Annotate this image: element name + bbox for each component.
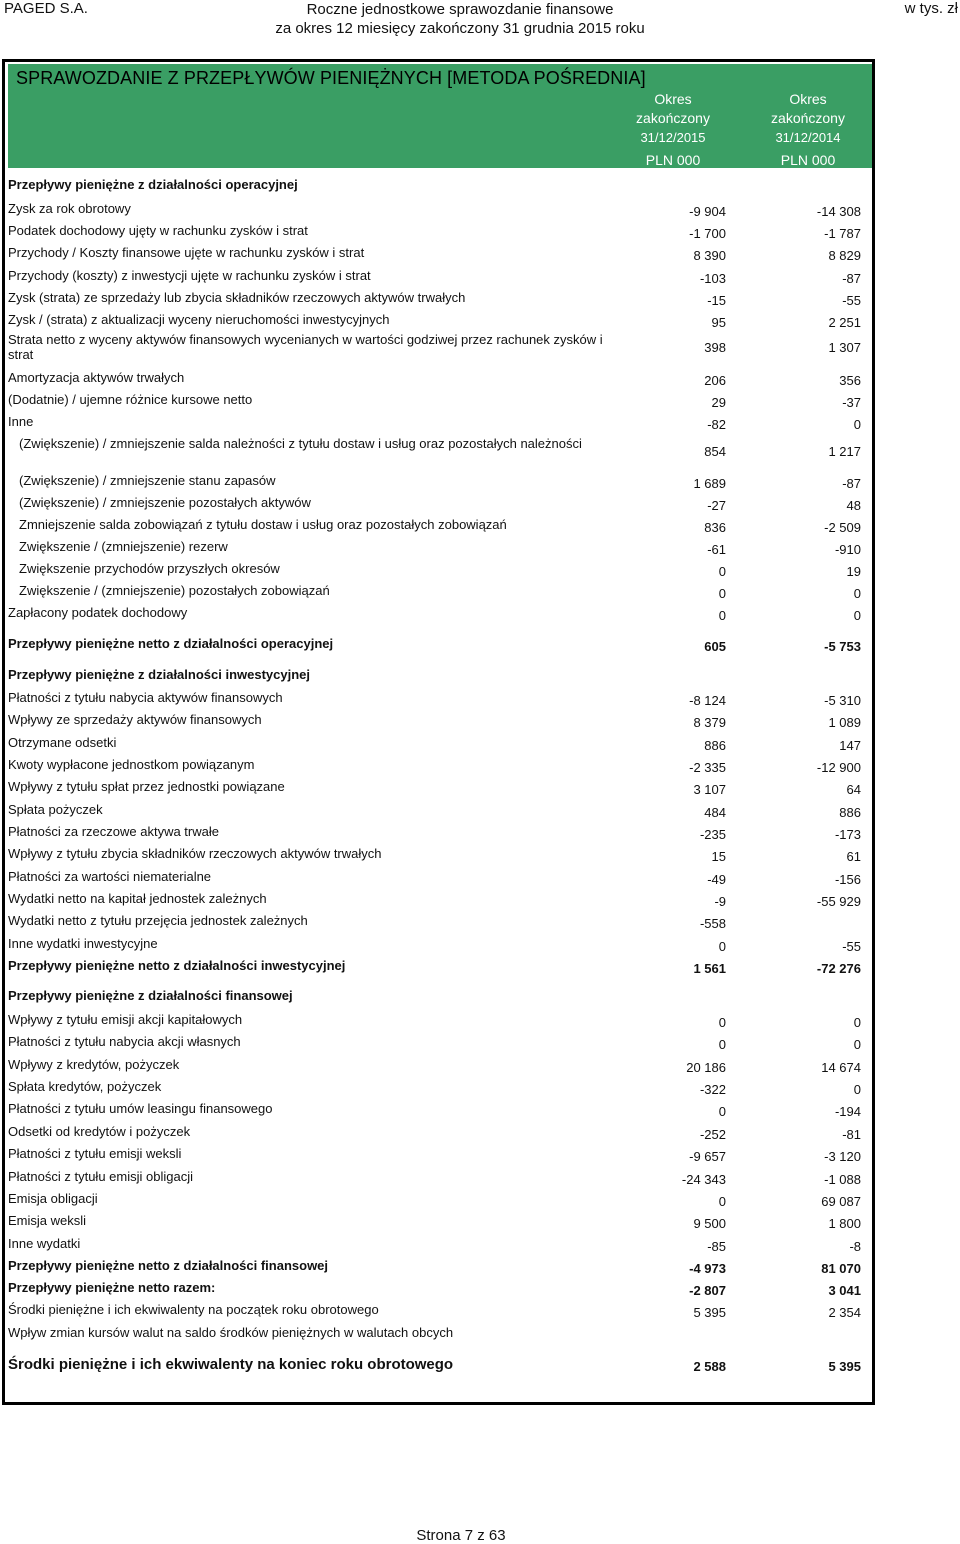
value-2015: 0	[718, 939, 726, 954]
value-2015: 20 186	[686, 1060, 726, 1075]
value-2014: 1 800	[828, 1216, 861, 1231]
row-label: Przepływy pieniężne z działalności finansowej	[8, 988, 293, 1003]
value-2015: 1 561	[693, 961, 726, 976]
value-2015: -24 343	[681, 1172, 726, 1187]
value-2015: 0	[718, 1194, 726, 1209]
value-2014: -156	[834, 872, 861, 887]
statement-title: SPRAWOZDANIE Z PRZEPŁYWÓW PIENIĘŻNYCH [METODA POŚREDNIA]	[16, 68, 646, 88]
row-label: Wydatki netto z tytułu przejęcia jednostek zależnych	[8, 913, 308, 928]
column-header-2014-currency: PLN 000	[780, 152, 836, 168]
column-header-2015-date: 31/12/2015	[640, 130, 706, 145]
page-number	[0, 1527, 960, 1544]
row-label: Przepływy pieniężne netto razem:	[8, 1280, 216, 1295]
row-label: Przepływy pieniężne z działalności operacyjnej	[8, 177, 298, 192]
value-2014: 0	[853, 608, 861, 623]
row-label: Kwoty wypłacone jednostkom powiązanym	[8, 757, 255, 772]
column-header-2014	[738, 90, 878, 170]
value-2014: 356	[839, 373, 861, 388]
row-label: Strata netto z wyceny aktywów finansowych wycenianych w wartości godziwej przez rachunek zysków i strat	[8, 332, 603, 362]
row-label: Środki pieniężne i ich ekwiwalenty na koniec roku obrotowego	[8, 1356, 454, 1373]
value-2015: -2 807	[689, 1283, 726, 1298]
value-2014: -3 120	[824, 1149, 861, 1164]
value-2014: -81	[842, 1127, 861, 1142]
value-2015: 0	[718, 608, 726, 623]
value-2014: 8 829	[828, 248, 861, 263]
column-header-2014-line2: zakończony	[771, 110, 845, 126]
value-2015: -322	[699, 1082, 726, 1097]
row-label: (Dodatnie) / ujemne różnice kursowe netto	[8, 392, 253, 407]
report-title-line2: za okres 12 miesięcy zakończony 31 grudnia 2015 roku	[275, 20, 645, 37]
value-2014: -5 310	[824, 693, 861, 708]
value-2014: -72 276	[816, 961, 861, 976]
row-label: Odsetki od kredytów i pożyczek	[8, 1124, 191, 1139]
value-2014: 147	[839, 738, 861, 753]
value-2015: 886	[704, 738, 726, 753]
value-2014: -12 900	[816, 760, 861, 775]
value-2014: 14 674	[821, 1060, 861, 1075]
value-2015: 1 689	[693, 476, 726, 491]
value-2015: -8 124	[689, 693, 726, 708]
row-label: Wpływy z kredytów, pożyczek	[8, 1057, 180, 1072]
report-title	[0, 0, 960, 38]
value-2015: 29	[711, 395, 726, 410]
value-2015: -1 700	[689, 226, 726, 241]
value-2014: -5 753	[824, 639, 861, 654]
value-2015: 0	[718, 1037, 726, 1052]
value-2015: 8 379	[693, 715, 726, 730]
row-label: Spłata pożyczek	[8, 802, 103, 817]
value-2014: -55 929	[816, 894, 861, 909]
value-2015: 15	[711, 849, 726, 864]
value-2014: 1 217	[828, 444, 861, 459]
value-2015: -9	[714, 894, 726, 909]
row-label: Środki pieniężne i ich ekwiwalenty na początek roku obrotowego	[8, 1302, 379, 1317]
value-2015: 9 500	[693, 1216, 726, 1231]
row-label: Zysk / (strata) z aktualizacji wyceny nieruchomości inwestycyjnych	[8, 312, 390, 327]
column-header-2015	[603, 90, 743, 170]
row-label: Płatności z tytułu nabycia aktywów finansowych	[8, 690, 283, 705]
value-2014: 48	[846, 498, 861, 513]
value-2014: -2 509	[824, 520, 861, 535]
row-label: Przepływy pieniężne netto z działalności inwestycyjnej	[8, 958, 346, 973]
row-label: Wydatki netto na kapitał jednostek zależnych	[8, 891, 267, 906]
value-2014: -87	[842, 476, 861, 491]
row-label: Zwiększenie przychodów przyszłych okresów	[19, 561, 280, 576]
value-2015: -2 335	[689, 760, 726, 775]
value-2014: -1 787	[824, 226, 861, 241]
value-2014: 61	[846, 849, 861, 864]
value-2015: 0	[718, 1015, 726, 1030]
value-2015: 836	[704, 520, 726, 535]
value-2015: 2 588	[693, 1359, 726, 1374]
row-label: Przepływy pieniężne z działalności inwestycyjnej	[8, 667, 310, 682]
value-2015: 484	[704, 805, 726, 820]
value-2014: 0	[853, 1037, 861, 1052]
row-label: Spłata kredytów, pożyczek	[8, 1079, 162, 1094]
value-2015: 0	[718, 1104, 726, 1119]
value-2015: -49	[707, 872, 726, 887]
value-2015: -558	[699, 916, 726, 931]
row-label: Płatności z tytułu umów leasingu finansowego	[8, 1101, 273, 1116]
value-2014: -1 088	[824, 1172, 861, 1187]
value-2014: 0	[853, 417, 861, 432]
row-label: (Zwiększenie) / zmniejszenie salda należności z tytułu dostaw i usług oraz pozostałych należności	[19, 436, 582, 451]
value-2015: -103	[699, 271, 726, 286]
column-header-2014-line1: Okres	[789, 91, 827, 107]
value-2014: 3 041	[828, 1283, 861, 1298]
value-2015: -27	[707, 498, 726, 513]
row-label: Przychody (koszty) z inwestycji ujęte w rachunku zysków i strat	[8, 268, 371, 283]
value-2015: 95	[711, 315, 726, 330]
column-header-2015-line2: zakończony	[636, 110, 710, 126]
value-2015: 3 107	[693, 782, 726, 797]
value-2015: 605	[704, 639, 726, 654]
value-2014: 69 087	[821, 1194, 861, 1209]
row-label: (Zwiększenie) / zmniejszenie stanu zapasów	[19, 473, 276, 488]
value-2014: -910	[834, 542, 861, 557]
value-2015: -9 657	[689, 1149, 726, 1164]
value-2015: 398	[704, 340, 726, 355]
page-number-text: Strona 7 z 63	[416, 1527, 506, 1544]
value-2014: -55	[842, 293, 861, 308]
value-2014: 64	[846, 782, 861, 797]
row-label: Płatności za rzeczowe aktywa trwałe	[8, 824, 219, 839]
value-2015: 5 395	[693, 1305, 726, 1320]
row-label: Zmniejszenie salda zobowiązań z tytułu dostaw i usług oraz pozostałych zobowiązań	[19, 517, 507, 532]
row-label: Płatności z tytułu nabycia akcji własnych	[8, 1034, 241, 1049]
value-2014: -173	[834, 827, 861, 842]
row-label: Przychody / Koszty finansowe ujęte w rachunku zysków i strat	[8, 245, 365, 260]
value-2014: 1 089	[828, 715, 861, 730]
value-2015: 0	[718, 586, 726, 601]
row-label: Wpływy z tytułu zbycia składników rzeczowych aktywów trwałych	[8, 846, 382, 861]
units-label: w tys. zł	[904, 0, 958, 17]
row-label: Amortyzacja aktywów trwałych	[8, 370, 185, 385]
row-label: Inne wydatki	[8, 1236, 81, 1251]
row-label: Zwiększenie / (zmniejszenie) pozostałych zobowiązań	[19, 583, 330, 598]
value-2015: 8 390	[693, 248, 726, 263]
value-2014: 0	[853, 586, 861, 601]
row-label: Wpływy ze sprzedaży aktywów finansowych	[8, 712, 262, 727]
row-label: Wpływy z tytułu emisji akcji kapitałowych	[8, 1012, 243, 1027]
row-label: Otrzymane odsetki	[8, 735, 117, 750]
value-2014: 886	[839, 805, 861, 820]
value-2014: -37	[842, 395, 861, 410]
row-label: Płatności z tytułu emisji obligacji	[8, 1169, 193, 1184]
row-label: Wpływy z tytułu spłat przez jednostki powiązane	[8, 779, 285, 794]
row-label: Przepływy pieniężne netto z działalności operacyjnej	[8, 636, 334, 651]
value-2015: -85	[707, 1239, 726, 1254]
row-label: (Zwiększenie) / zmniejszenie pozostałych aktywów	[19, 495, 311, 510]
value-2015: -82	[707, 417, 726, 432]
value-2014: 0	[853, 1082, 861, 1097]
statement-header-band	[8, 64, 872, 168]
value-2015: 0	[718, 564, 726, 579]
value-2015: -15	[707, 293, 726, 308]
row-label: Płatności z tytułu emisji weksli	[8, 1146, 182, 1161]
row-label: Podatek dochodowy ujęty w rachunku zysków i strat	[8, 223, 308, 238]
column-header-2015-currency: PLN 000	[645, 152, 701, 168]
value-2015: -4 973	[689, 1261, 726, 1276]
value-2014: 2 251	[828, 315, 861, 330]
value-2014: 0	[853, 1015, 861, 1030]
column-header-2014-date: 31/12/2014	[775, 130, 841, 145]
value-2015: -9 904	[689, 204, 726, 219]
row-label: Emisja weksli	[8, 1213, 87, 1228]
value-2014: -194	[834, 1104, 861, 1119]
value-2014: 1 307	[828, 340, 861, 355]
value-2015: -235	[699, 827, 726, 842]
value-2014: -87	[842, 271, 861, 286]
value-2015: 854	[704, 444, 726, 459]
value-2014: 2 354	[828, 1305, 861, 1320]
value-2014: 19	[846, 564, 861, 579]
report-title-line1: Roczne jednostkowe sprawozdanie finansowe	[306, 1, 614, 18]
value-2014: 81 070	[821, 1261, 861, 1276]
row-label: Płatności za wartości niematerialne	[8, 869, 212, 884]
value-2015: -61	[707, 542, 726, 557]
row-label: Zwiększenie / (zmniejszenie) rezerw	[19, 539, 228, 554]
value-2014: -55	[842, 939, 861, 954]
value-2015: -252	[699, 1127, 726, 1142]
value-2014: 5 395	[828, 1359, 861, 1374]
row-label: Zysk za rok obrotowy	[8, 201, 131, 216]
row-label: Zysk (strata) ze sprzedaży lub zbycia składników rzeczowych aktywów trwałych	[8, 290, 466, 305]
row-label: Inne	[8, 414, 34, 429]
value-2015: 206	[704, 373, 726, 388]
row-label: Przepływy pieniężne netto z działalności finansowej	[8, 1258, 329, 1273]
row-label: Inne wydatki inwestycyjne	[8, 936, 158, 951]
value-2014: -8	[849, 1239, 861, 1254]
value-2014: -14 308	[816, 204, 861, 219]
row-label: Zapłacony podatek dochodowy	[8, 605, 188, 620]
row-label: Emisja obligacji	[8, 1191, 98, 1206]
row-label: Wpływ zmian kursów walut na saldo środków pieniężnych w walutach obcych	[8, 1325, 454, 1340]
company-name: PAGED S.A.	[4, 0, 88, 17]
column-header-2015-line1: Okres	[654, 91, 692, 107]
